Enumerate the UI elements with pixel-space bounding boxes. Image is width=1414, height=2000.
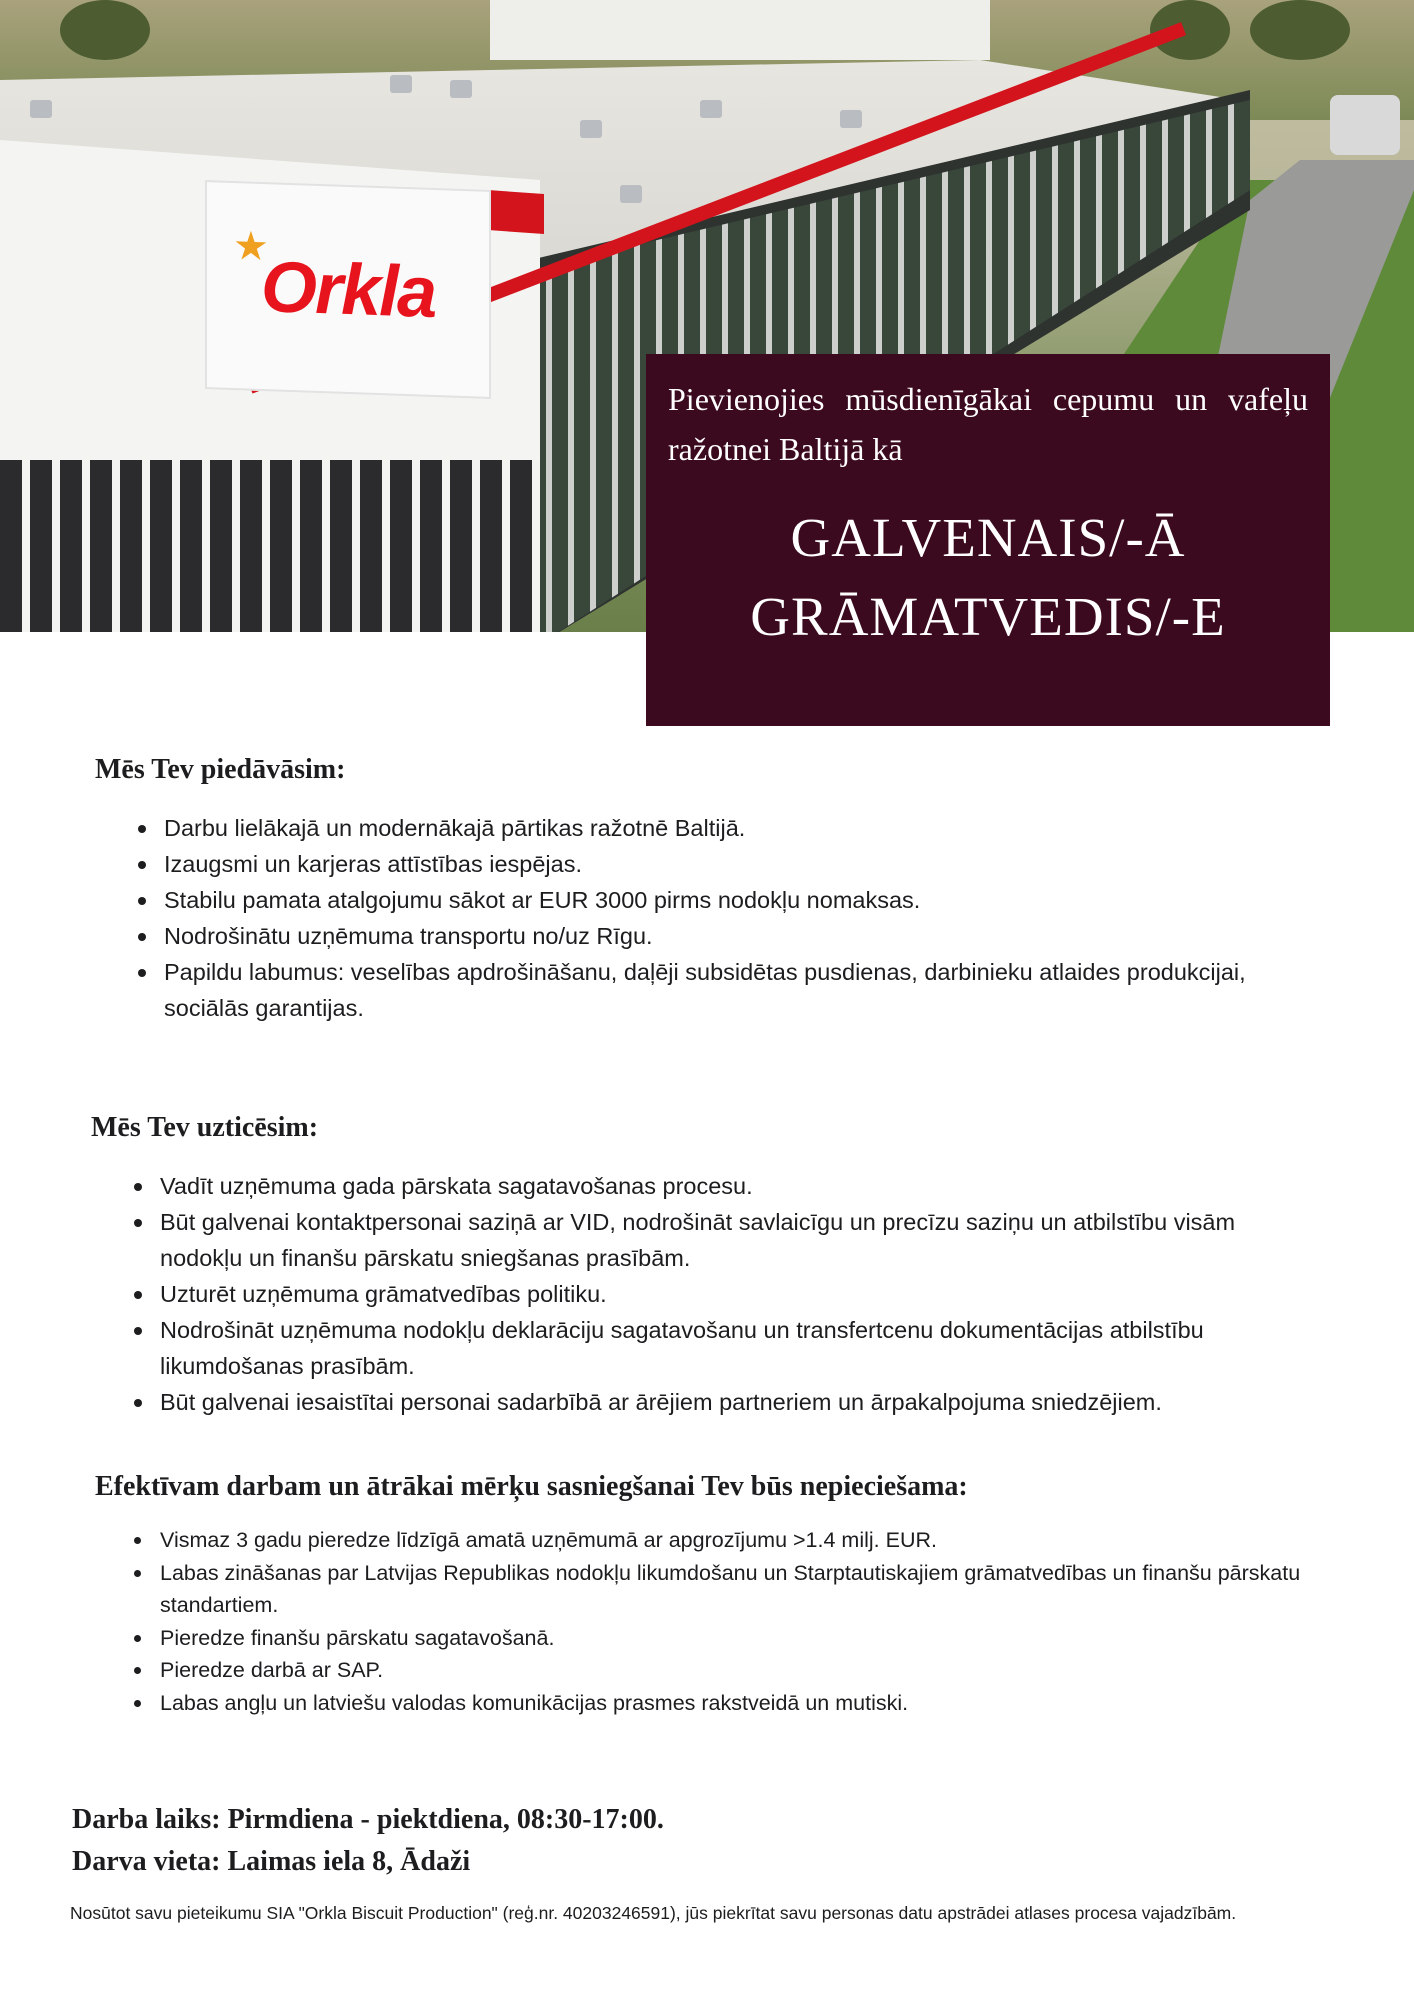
roof-vent	[30, 100, 52, 118]
work-hours: Darba laiks: Pirmdiena - piektdiena, 08:30-17:00.	[72, 1804, 664, 1835]
title-box	[646, 354, 1330, 726]
storage-tanks	[1330, 95, 1400, 155]
requirements-heading: Efektīvam darbam un ātrākai mērķu sasniegšanai Tev būs nepieciešama:	[95, 1471, 968, 1502]
star-icon: ★	[233, 223, 269, 270]
roof-vent	[450, 80, 472, 98]
list-item: Izaugsmi un karjeras attīstības iespējas.	[130, 846, 1310, 882]
list-item: Būt galvenai iesaistītai personai sadarbībā ar ārējiem partneriem un ārpakalpojuma sniedzējiem.	[126, 1384, 1306, 1420]
factory-front-wall-stripes	[0, 460, 540, 632]
list-item: Darbu lielākajā un modernākajā pārtikas ražotnē Baltijā.	[130, 810, 1310, 846]
roof-vent	[620, 185, 642, 203]
list-item: Stabilu pamata atalgojumu sākot ar EUR 3000 pirms nodokļu nomaksas.	[130, 882, 1310, 918]
list-item: Uzturēt uzņēmuma grāmatvedības politiku.	[126, 1276, 1306, 1312]
list-item: Būt galvenai kontaktpersonai saziņā ar VID, nodrošināt savlaicīgu un precīzu saziņu un atbilstību visām nodokļu un finanšu pārskatu sniegšanas prasībām.	[126, 1204, 1306, 1276]
list-item: Nodrošināt uzņēmuma nodokļu deklarāciju sagatavošanu un transfertcenu dokumentācijas atbilstību likumdošanas prasībām.	[126, 1312, 1306, 1384]
data-consent-note: Nosūtot savu pieteikumu SIA "Orkla Biscuit Production" (reģ.nr. 40203246591), jūs piekrītat savu personas datu apstrādei atlases procesa vajadzībām.	[70, 1903, 1237, 1923]
tree	[60, 0, 150, 60]
trust-heading: Mēs Tev uzticēsim:	[91, 1112, 319, 1143]
job-title-line-2: GRĀMATVEDIS/-E	[750, 586, 1226, 647]
roof-vent	[840, 110, 862, 128]
work-location: Darva vieta: Laimas iela 8, Ādaži	[72, 1846, 471, 1877]
roof-vent	[580, 120, 602, 138]
list-item: Labas angļu un latviešu valodas komunikācijas prasmes rakstveidā un mutiski.	[126, 1687, 1326, 1720]
list-item: Nodrošinātu uzņēmuma transportu no/uz Rīgu.	[130, 918, 1310, 954]
tree	[1250, 0, 1350, 60]
red-facade-accent	[488, 190, 544, 234]
job-title-line-1: GALVENAIS/-Ā	[790, 507, 1186, 568]
roof-structure	[490, 0, 990, 60]
requirements-list	[126, 1524, 1326, 1719]
roof-vent	[700, 100, 722, 118]
orkla-logo: Orkla	[260, 246, 436, 333]
list-item: Vismaz 3 gadu pieredze līdzīgā amatā uzņēmumā ar apgrozījumu >1.4 milj. EUR.	[126, 1524, 1326, 1557]
roof-vent	[390, 75, 412, 93]
list-item: Pieredze finanšu pārskatu sagatavošanā.	[126, 1622, 1326, 1655]
orkla-sign	[205, 180, 491, 399]
list-item: Vadīt uzņēmuma gada pārskata sagatavošanas procesu.	[126, 1168, 1306, 1204]
list-item: Labas zināšanas par Latvijas Republikas nodokļu likumdošanu un Starptautiskajiem grāmatvedības un finanšu pārskatu standartiem.	[126, 1557, 1326, 1622]
list-item: Pieredze darbā ar SAP.	[126, 1654, 1326, 1687]
trust-list	[126, 1168, 1306, 1420]
offer-heading: Mēs Tev piedāvāsim:	[95, 754, 346, 785]
list-item: Papildu labumus: veselības apdrošināšanu, daļēji subsidētas pusdienas, darbinieku atlaides produkcijai, sociālās garantijas.	[130, 954, 1310, 1026]
intro-text: Pievienojies mūsdienīgākai cepumu un vafeļu ražotnei Baltijā kā	[668, 381, 1308, 467]
job-title	[668, 498, 1308, 656]
offer-list	[130, 810, 1310, 1026]
